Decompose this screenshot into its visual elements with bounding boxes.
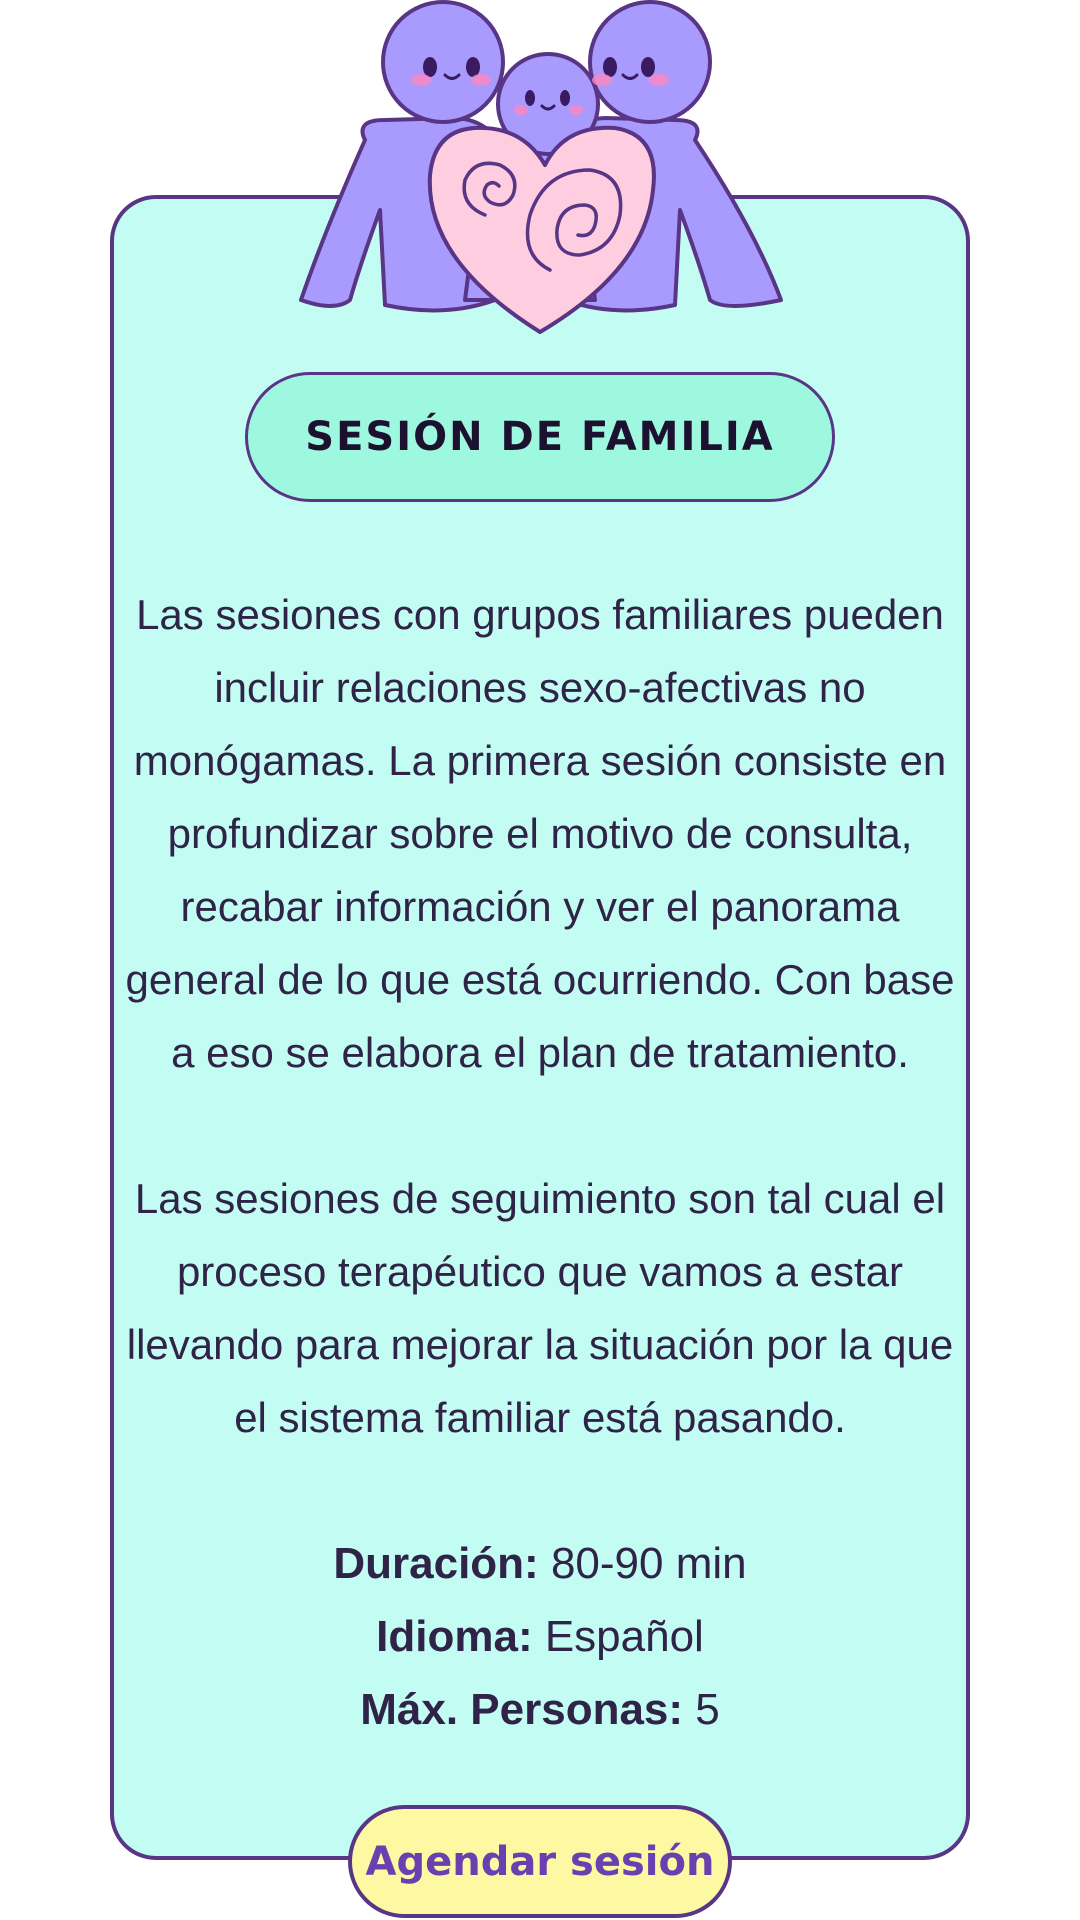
schedule-session-label: Agendar sesión bbox=[365, 1838, 715, 1885]
session-title-pill bbox=[245, 372, 835, 502]
detail-max-people-value: 5 bbox=[695, 1685, 720, 1734]
detail-language-label: Idioma: bbox=[376, 1612, 533, 1661]
session-title: SESIÓN DE FAMILIA bbox=[305, 414, 775, 460]
detail-duration bbox=[110, 1527, 970, 1600]
schedule-session-button[interactable] bbox=[348, 1805, 732, 1918]
detail-language bbox=[110, 1600, 970, 1673]
family-heart-illustration bbox=[295, 0, 785, 335]
detail-language-value: Español bbox=[544, 1612, 704, 1661]
session-description-paragraph: Las sesiones con grupos familiares pueden incluir relaciones sexo-afectivas no monógamas. La primera sesión consiste en profundizar sobre el motivo de consulta, recabar información y ver el panorama general de lo que está ocurriendo. Con base a eso se elabora el plan de tratamiento. bbox=[125, 591, 955, 1076]
detail-max-people bbox=[110, 1673, 970, 1746]
detail-max-people-label: Máx. Personas: bbox=[360, 1685, 684, 1734]
session-details bbox=[110, 1527, 970, 1746]
session-followup-paragraph: Las sesiones de seguimiento son tal cual el proceso terapéutico que vamos a estar llevando para mejorar la situación por la que el sistema familiar está pasando. bbox=[126, 1175, 954, 1441]
detail-duration-value: 80-90 min bbox=[550, 1539, 747, 1588]
detail-duration-label: Duración: bbox=[333, 1539, 539, 1588]
